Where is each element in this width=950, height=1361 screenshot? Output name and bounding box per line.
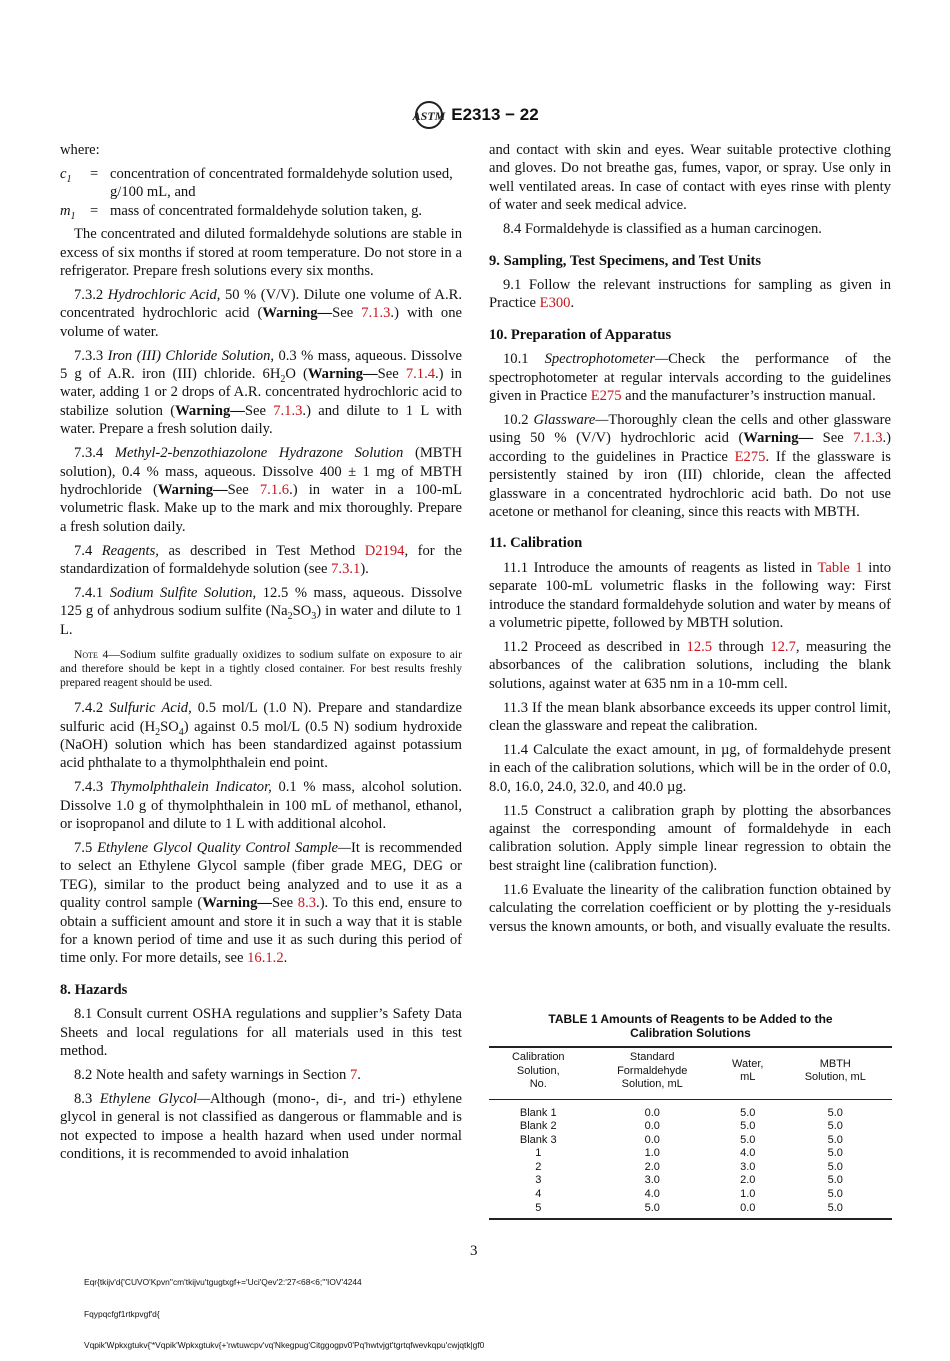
- cross-reference-link[interactable]: 12.5: [686, 638, 713, 655]
- text: into separate 100-mL volumetric flasks in the following way: First introduce the standard formaldehyde solution and water by means of a volumetric pipette, followed by MBTH solution.: [489, 559, 892, 631]
- text: 8.4 Formaldehyde is classified as a human carcinogen.: [503, 221, 822, 238]
- table-cell: 3: [535, 1174, 542, 1187]
- text: SO: [160, 718, 179, 735]
- text: 7.4.1: [74, 584, 110, 601]
- text: 8.2 Note health and safety warnings in Section: [74, 1066, 350, 1083]
- table-body: [489, 1099, 892, 1219]
- page-number: 3: [470, 1243, 478, 1259]
- text: 9. Sampling, Test Specimens, and Test Units: [489, 252, 762, 269]
- footer-line: Vqpik'Wpkxgtukv{'*Vqpik'Wpkxgtukv{+'rwtuwcpv'vq'Nkegpug'Citggogpv0'Pq'hwtvjgt'tgrtqfwevkqpu'cwjqtk|gf0: [84, 1340, 485, 1350]
- italic-term: Iron (III) Chloride Solution,: [107, 347, 275, 364]
- warning-label: Warning—: [743, 430, 814, 447]
- column-header: [588, 1047, 717, 1099]
- footer-line: Eqr{tkijv'd{'CUVO'Kpvn''cm'tkijvu'tgugtxgf+='Uci'Qev'2:'27<68<6;'''IOV'4244: [84, 1277, 362, 1287]
- table-cell: 5.0: [740, 1106, 756, 1119]
- note-label: Note 4: [74, 648, 109, 662]
- cross-reference-link[interactable]: 7.1.4: [405, 365, 436, 382]
- section-heading: [489, 326, 891, 344]
- paragraph: [489, 276, 891, 313]
- text: .: [357, 1066, 361, 1083]
- text: 8.3: [74, 1090, 100, 1107]
- right-column: [489, 141, 891, 941]
- text: 11.2 Proceed as described in: [503, 638, 687, 655]
- warning-label: Warning—: [175, 402, 245, 419]
- table-cell: 5.0: [827, 1160, 843, 1173]
- text: 0.1 % mass, alcohol solution. Dissolve 1.0 g of thymolphthalein in 100 mL of methanol, ethanol, or isopropanol and dilute to 1 L with additional alcohol.: [60, 779, 462, 833]
- cross-reference-link[interactable]: 7.1.3: [273, 402, 303, 419]
- paragraph: [489, 802, 891, 876]
- text: 9.1 Follow the relevant instructions for sampling as given in Practice: [489, 276, 891, 312]
- paragraph: [60, 1005, 462, 1060]
- text: ) with one volume of water.: [60, 305, 462, 340]
- table-cell: Blank 2: [519, 1120, 557, 1133]
- text: Check the performance of the spectrophotometer at regular intervals according to the guidelines given in Practice: [489, 351, 891, 404]
- astm-logo-icon: [411, 100, 447, 130]
- section-heading: [489, 252, 891, 270]
- text: (MBTH solution), 0.4 % mass, aqueous. Dissolve 400 ± 1 mg of MBTH hydrochloride (: [60, 445, 462, 498]
- table-cell: 5.0: [779, 1202, 892, 1220]
- italic-term: Hydrochloric Acid,: [107, 286, 221, 303]
- cross-reference-link[interactable]: 7.1.3: [361, 305, 391, 322]
- footer-line: Fqypqcfgf1rtkpvgf'd{: [84, 1308, 160, 1319]
- column-header-line: Standard: [629, 1051, 675, 1063]
- section-heading: [60, 981, 462, 999]
- text: See: [377, 365, 406, 382]
- text: . If the glassware is persistently stained by iron (III) chloride, clean the affected glassware in a concentrated hydrochloric acid bath. Do not use acetone or methanol for cleaning, since this reacts with MBTH.: [489, 448, 891, 520]
- text: .: [390, 305, 395, 322]
- table-caption-line: TABLE 1 Amounts of Reagents to be Added to the: [548, 1012, 833, 1026]
- paragraph: [489, 699, 891, 736]
- text: Although (mono-, di-, and tri-) ethylene glycol in general is not classified as dangerous or flammable and is not expected to impose a health hazard when used under normal conditions, it is recommended to avoid inhalation: [60, 1090, 463, 1163]
- text: It is recommended to select an Ethylene Glycol sample (fiber grade MEG, DEG or TEG), similar to the product being analyzed and to use it as a quality control sample (: [60, 840, 462, 912]
- text: ) in water and dilute to 1 L.: [60, 603, 462, 638]
- paragraph-continued: [489, 141, 891, 215]
- variable-symbol: m: [60, 202, 71, 219]
- italic-term: Methyl-2-benzothiazolone Hydrazone Solution: [114, 445, 404, 462]
- text: through: [712, 638, 771, 655]
- text: —Sodium sulfite gradually oxidizes to sodium sulfate on exposure to air and therefore should be kept in a tightly closed container. For best results freshly prepared reagent should be used.: [60, 648, 462, 690]
- text: ) against 0.5 mol/L (0.5 N) sodium hydroxide (NaOH) solution which has been standardized against potassium acid phthalate to a thymolphthalein end point.: [60, 718, 462, 772]
- text: O (: [285, 365, 308, 382]
- table-1: [489, 1012, 892, 1220]
- table-cell: 5.0: [740, 1133, 756, 1146]
- paragraph: [489, 881, 891, 936]
- text: 8.1 Consult current OSHA regulations and supplier’s Safety Data Sheets and local regulations for all materials used in this test method.: [60, 1006, 462, 1060]
- table-row: [489, 1134, 892, 1148]
- text: 11.1 Introduce the amounts of reagents as listed in: [503, 559, 818, 576]
- table-cell: 3.0: [740, 1160, 756, 1173]
- subscript: 3: [311, 611, 317, 623]
- cross-reference-link[interactable]: E275: [734, 448, 766, 465]
- table-caption-line: Calibration Solutions: [630, 1026, 751, 1040]
- column-header-line: Solution, mL: [804, 1071, 866, 1084]
- text: See: [227, 481, 260, 498]
- note: [60, 648, 462, 690]
- text: 12.5 % mass, aqueous. Dissolve 125 g of anhydrous sodium sulfite (Na: [60, 584, 462, 620]
- column-header: [489, 1047, 588, 1099]
- text: See: [244, 402, 274, 419]
- table-cell: 5: [489, 1202, 588, 1220]
- table-cell: 0.0: [644, 1120, 660, 1133]
- table-cell: 0.0: [644, 1133, 660, 1146]
- text: 7.4: [74, 542, 102, 559]
- paragraph: [60, 699, 462, 773]
- cross-reference-link[interactable]: 12.7: [770, 638, 796, 655]
- svg-text:ASTM: ASTM: [412, 109, 446, 123]
- text: 7.3.4: [74, 445, 115, 462]
- text: See: [332, 305, 362, 322]
- column-header-line: Solution, mL: [621, 1078, 683, 1090]
- italic-term: Sulfuric Acid,: [109, 700, 192, 717]
- table-row: [489, 1147, 892, 1161]
- table-cell: 1: [535, 1147, 542, 1160]
- text: .) in water in a 100-mL volumetric flask. Make up to the mark and mix thoroughly. Prepare a fresh solution daily.: [60, 481, 462, 535]
- table-cell: 4.0: [740, 1147, 756, 1160]
- text: 7.4.2: [74, 700, 110, 717]
- definition-text: mass of concentrated formaldehyde solution taken, g.: [110, 202, 423, 219]
- text: .) and dilute to 1 L with water. Prepare a fresh solution daily.: [60, 402, 462, 438]
- text: .: [283, 950, 288, 967]
- text: 7.5: [74, 840, 98, 856]
- text: 10.2: [503, 411, 534, 428]
- table-cell: 4: [535, 1188, 542, 1201]
- text: .: [570, 295, 575, 312]
- subscript: 2: [155, 726, 161, 738]
- text: The concentrated and diluted formaldehyde solutions are stable in excess of six months if stored at room temperature. Do not store in a refrigerator. Prepare fresh solutions every six months.: [60, 226, 462, 279]
- column-header-line: No.: [529, 1078, 547, 1090]
- table-cell: 3.0: [644, 1174, 660, 1187]
- paragraph: [489, 350, 891, 405]
- table-cell: 0.0: [717, 1202, 779, 1220]
- table-row: [489, 1120, 892, 1134]
- paragraph: [60, 225, 462, 280]
- text: 11. Calibration: [489, 535, 583, 552]
- table-row: [489, 1161, 892, 1175]
- equals-sign: =: [90, 202, 99, 219]
- paragraph: [60, 1090, 462, 1164]
- text: 11.6 Evaluate the linearity of the calibration function obtained by calculating the correlation coefficient or by plotting the y-residuals versus the known amounts, or both, and visually evaluate the results.: [489, 881, 891, 935]
- table-cell: 5.0: [827, 1147, 843, 1160]
- table-cell: Blank 1: [519, 1106, 557, 1119]
- italic-term: Thymolphthalein Indicator,: [109, 779, 272, 796]
- column-header: [717, 1047, 779, 1099]
- paragraph: [60, 778, 462, 833]
- paragraph: [489, 411, 891, 521]
- table-row: [489, 1202, 892, 1220]
- table-row: [489, 1099, 892, 1120]
- paragraph: [60, 1066, 462, 1084]
- column-header-line: Calibration: [511, 1051, 565, 1063]
- cross-reference-link[interactable]: 16.1.2: [247, 950, 284, 967]
- paragraph: [60, 839, 462, 968]
- table-caption: [489, 1012, 892, 1040]
- italic-term: Glassware—: [533, 411, 609, 428]
- text: SO: [292, 603, 312, 620]
- cross-reference-link[interactable]: Table 1: [817, 559, 863, 576]
- variable-definitions: [60, 165, 462, 220]
- paragraph: [60, 347, 462, 439]
- table-cell: 5.0: [827, 1120, 843, 1133]
- italic-term: Ethylene Glycol Quality Control Sample—: [97, 840, 351, 856]
- table-cell: 1.0: [740, 1188, 756, 1201]
- paragraph: [60, 444, 462, 536]
- text: , for the standardization of formaldehyde solution (see: [60, 542, 462, 578]
- table-row: [489, 1188, 892, 1202]
- standard-designation: E2313 − 22: [451, 105, 539, 124]
- text: 0.3 % mass, aqueous. Dissolve 5 g of A.R. iron (III) chloride. 6H: [60, 347, 462, 382]
- table-cell: 2.0: [740, 1174, 756, 1187]
- cross-reference-link[interactable]: 7.3.1: [331, 561, 361, 578]
- text: 7.3.2: [74, 286, 108, 303]
- subscript: 2: [280, 373, 286, 385]
- text: ).: [360, 561, 369, 578]
- reagents-table: [489, 1046, 892, 1220]
- table-cell: 5.0: [740, 1120, 756, 1133]
- text: 11.5 Construct a calibration graph by plotting the absorbances against the corresponding amount of formaldehyde in each calibration solution. Apply simple linear regression to obtain the best straight line (calibration function).: [489, 802, 891, 874]
- cross-reference-link[interactable]: D2194: [364, 542, 405, 559]
- text: as described in Test Method: [158, 542, 365, 559]
- cross-reference-link[interactable]: 7.1.6: [259, 481, 290, 498]
- text: .) in water, adding 1 or 2 drops of A.R. concentrated hydrochloric acid to stabilize solution (: [60, 365, 462, 419]
- cross-reference-link[interactable]: 8.3: [297, 895, 317, 912]
- variable-subscript: 1: [70, 210, 76, 222]
- text: 10. Preparation of Apparatus: [489, 326, 672, 343]
- paragraph: [489, 638, 891, 693]
- italic-term: Ethylene Glycol—: [99, 1090, 211, 1107]
- text: See: [272, 895, 298, 912]
- warning-label: Warning—: [307, 365, 378, 382]
- column-header: [779, 1047, 892, 1099]
- footer-license: [84, 1256, 484, 1361]
- text: and the manufacturer’s instruction manual.: [621, 387, 876, 404]
- table-cell: 5.0: [827, 1133, 843, 1146]
- cross-reference-link[interactable]: 7: [350, 1066, 358, 1083]
- table-cell: 4.0: [644, 1188, 660, 1201]
- table-cell: 5.0: [588, 1202, 717, 1220]
- italic-term: Sodium Sulfite Solution,: [109, 584, 257, 601]
- definition-text: concentration of concentrated formaldehyde solution used, g/100 mL, and: [110, 165, 453, 201]
- text: 50 % (V/V). Dilute one volume of A.R. concentrated hydrochloric acid (: [60, 286, 462, 322]
- definition-c1: [60, 165, 462, 202]
- text: 7.4.3: [74, 779, 110, 796]
- column-header-line: MBTH: [819, 1057, 851, 1070]
- subscript: 4: [178, 726, 184, 738]
- where-label: where:: [60, 142, 100, 158]
- text: 11.4 Calculate the exact amount, in µg, of formaldehyde present in each of the calibration solutions, which will be in the order of 0.0, 8.0, 16.0, 24.0, 32.0, and 40.0 µg.: [489, 741, 891, 795]
- column-header-line: mL: [740, 1071, 756, 1084]
- text: See: [813, 430, 854, 447]
- equals-sign: =: [90, 165, 99, 182]
- text: .) according to the guidelines in Practice: [489, 430, 891, 465]
- variable-subscript: 1: [66, 173, 72, 185]
- text: 0.5 mol/L (1.0 N). Prepare and standardize sulfuric acid (H: [60, 700, 462, 735]
- paragraph: [489, 220, 891, 238]
- warning-label: Warning—: [262, 305, 333, 322]
- paragraph: [489, 741, 891, 796]
- warning-label: Warning—: [157, 481, 228, 498]
- paragraph: [489, 559, 891, 633]
- text: 11.3 If the mean blank absorbance exceeds its upper control limit, clean the glassware and repeat the calibration.: [489, 699, 891, 734]
- table-cell: Blank 3: [519, 1133, 557, 1146]
- text: 10.1: [503, 351, 545, 368]
- table-cell: 0.0: [644, 1106, 660, 1119]
- left-body: [60, 225, 462, 1163]
- paragraph: [60, 584, 462, 639]
- text: .). To this end, ensure to obtain a sufficient amount and store it in such a way that it is stable for a known period of time and use it as such during this period of time only. For more details, see: [60, 895, 462, 967]
- variable-symbol: c: [60, 165, 67, 182]
- subscript: 2: [287, 611, 293, 623]
- table-cell: 5.0: [827, 1188, 843, 1201]
- table-cell: 2: [535, 1160, 542, 1173]
- text: , measuring the absorbances of the calibration solutions, including the blank solutions, against water at 635 nm in a 10-mm cell.: [489, 638, 891, 692]
- column-header-line: Solution,: [516, 1064, 560, 1077]
- left-column: [60, 141, 462, 1169]
- table-cell: 1.0: [644, 1147, 660, 1160]
- cross-reference-link[interactable]: E275: [590, 387, 622, 404]
- paragraph: [60, 286, 462, 341]
- section-heading: [489, 534, 891, 552]
- italic-term: Spectrophotometer—: [544, 351, 669, 368]
- italic-term: Reagents,: [101, 542, 159, 559]
- right-body: [489, 141, 891, 936]
- cross-reference-link[interactable]: 7.1.3: [853, 430, 883, 447]
- table-cell: 5.0: [827, 1106, 843, 1119]
- text: 7.3.3: [74, 347, 108, 364]
- table-cell: 5.0: [827, 1174, 843, 1187]
- definition-m1: [60, 202, 462, 220]
- table-row: [489, 1174, 892, 1188]
- paragraph: [60, 542, 462, 579]
- text: Thoroughly clean the cells and other glassware using 50 % (V/V) hydrochloric acid (: [489, 411, 891, 447]
- warning-label: Warning—: [202, 895, 272, 912]
- column-header-line: Formaldehyde: [617, 1064, 688, 1077]
- table-header-row: [489, 1047, 892, 1099]
- cross-reference-link[interactable]: E300: [539, 295, 571, 312]
- text: and contact with skin and eyes. Wear suitable protective clothing and gloves. Do not breathe gas, fumes, vapor, or spray. Use only in well ventilated areas. In case of contact with eyes rinse with plenty of water and seek medical advice.: [489, 142, 891, 214]
- text: 8. Hazards: [60, 981, 128, 998]
- document-header: [0, 100, 950, 130]
- column-header-line: Water,: [732, 1057, 764, 1070]
- table-cell: 2.0: [644, 1160, 660, 1173]
